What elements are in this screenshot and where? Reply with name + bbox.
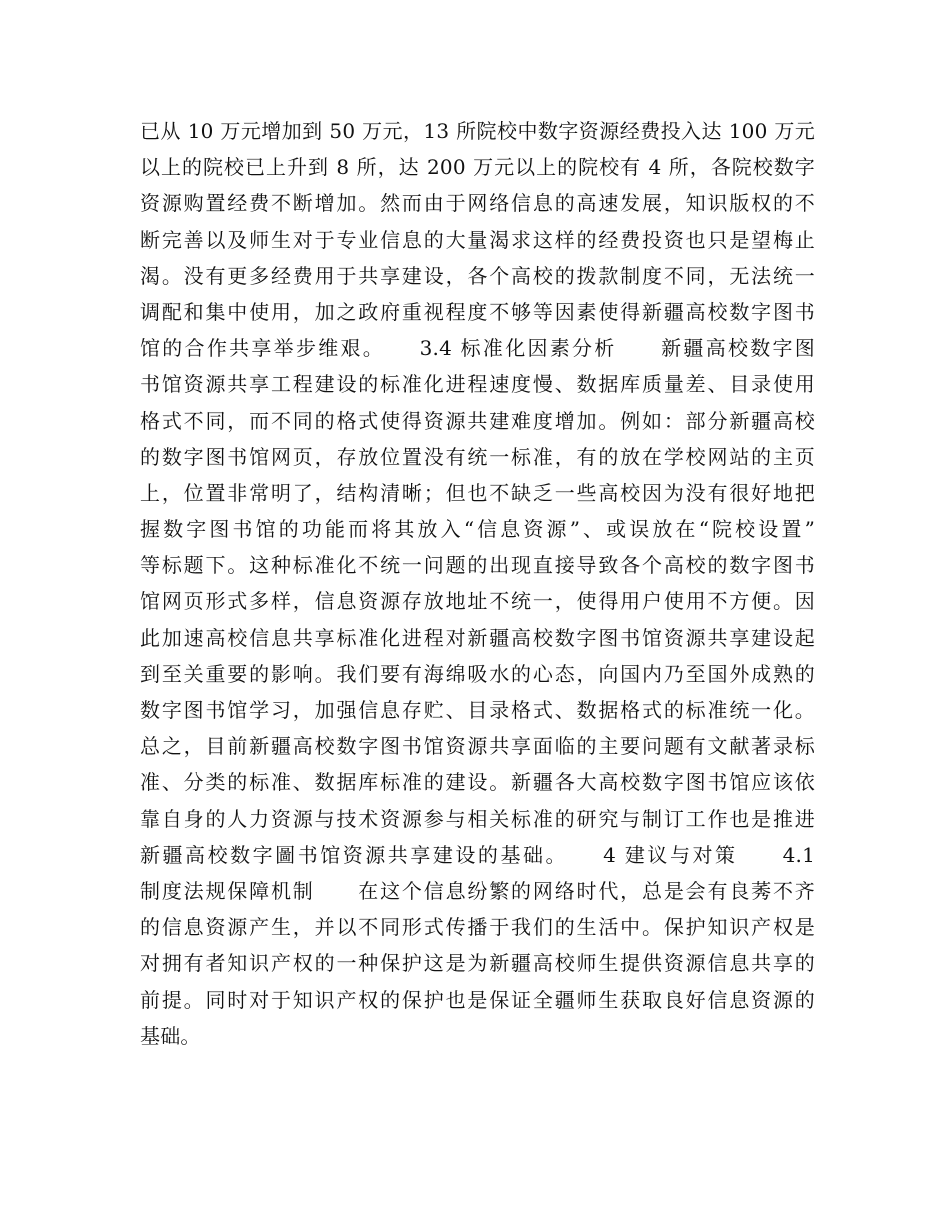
text-line: 此加速高校信息共享标准化进程对新疆高校数字图书馆资源共享建设起: [140, 625, 815, 650]
text-line: 调配和集中使用，加之政府重视程度不够等因素使得新疆高校数字图书: [140, 299, 815, 324]
text-line: 新疆高校数字圖书馆资源共享建设的基础。 4 建议与对策 4.1: [140, 842, 815, 867]
text-line: 断完善以及师生对于专业信息的大量渴求这样的经费投资也只是望梅止: [140, 227, 815, 252]
text-line: 的信息资源产生，并以不同形式传播于我们的生活中。保护知识产权是: [140, 915, 815, 940]
text-line: 基础。: [140, 1023, 201, 1048]
text-line: 以上的院校已上升到 8 所，达 200 万元以上的院校有 4 所，各院校数字: [140, 155, 815, 180]
text-line: 总之，目前新疆高校数字图书馆资源共享面临的主要问题有文献著录标: [140, 734, 815, 759]
text-line: 准、分类的标准、数据库标准的建设。新疆各大高校数字图书馆应该依: [140, 770, 815, 795]
text-line: 书馆资源共享工程建设的标准化进程速度慢、数据库质量差、目录使用: [140, 372, 815, 397]
text-line: 上，位置非常明了，结构清晰；但也不缺乏一些高校因为没有很好地把: [140, 480, 815, 505]
text-line: 对拥有者知识产权的一种保护这是为新疆高校师生提供资源信息共享的: [140, 951, 815, 976]
text-line: 已从 10 万元增加到 50 万元，13 所院校中数字资源经费投入达 100 万元: [140, 119, 815, 143]
text-line: 渴。没有更多经费用于共享建设，各个高校的拨款制度不同，无法统一: [140, 263, 815, 288]
body-text: [140, 113, 815, 1054]
text-line: 馆的合作共享举步维艰。 3.4 标准化因素分析 新疆高校数字图: [140, 336, 815, 361]
text-line: 到至关重要的影响。我们要有海绵吸水的心态，向国内乃至国外成熟的: [140, 661, 815, 686]
text-line: 资源购置经费不断增加。然而由于网络信息的高速发展，知识版权的不: [140, 191, 815, 216]
text-line: 握数字图书馆的功能而将其放入“信息资源”、或误放在“院校设置”: [140, 517, 815, 542]
text-line: 靠自身的人力资源与技术资源参与相关标准的研究与制订工作也是推进: [140, 806, 815, 831]
text-line: 数字图书馆学习，加强信息存贮、目录格式、数据格式的标准统一化。: [140, 698, 815, 722]
text-line: 等标题下。这种标准化不统一问题的出现直接导致各个高校的数字图书: [140, 553, 815, 578]
text-line: 格式不同，而不同的格式使得资源共建难度增加。例如：部分新疆高校: [140, 408, 815, 433]
text-line: 的数字图书馆网页，存放位置没有统一标准，有的放在学校网站的主页: [140, 444, 815, 469]
text-line: 前提。同时对于知识产权的保护也是保证全疆师生获取良好信息资源的: [140, 987, 815, 1012]
text-line: 制度法规保障机制 在这个信息纷繁的网络时代，总是会有良莠不齐: [140, 878, 815, 903]
text-line: 馆网页形式多样，信息资源存放地址不统一，使得用户使用不方便。因: [140, 589, 815, 614]
